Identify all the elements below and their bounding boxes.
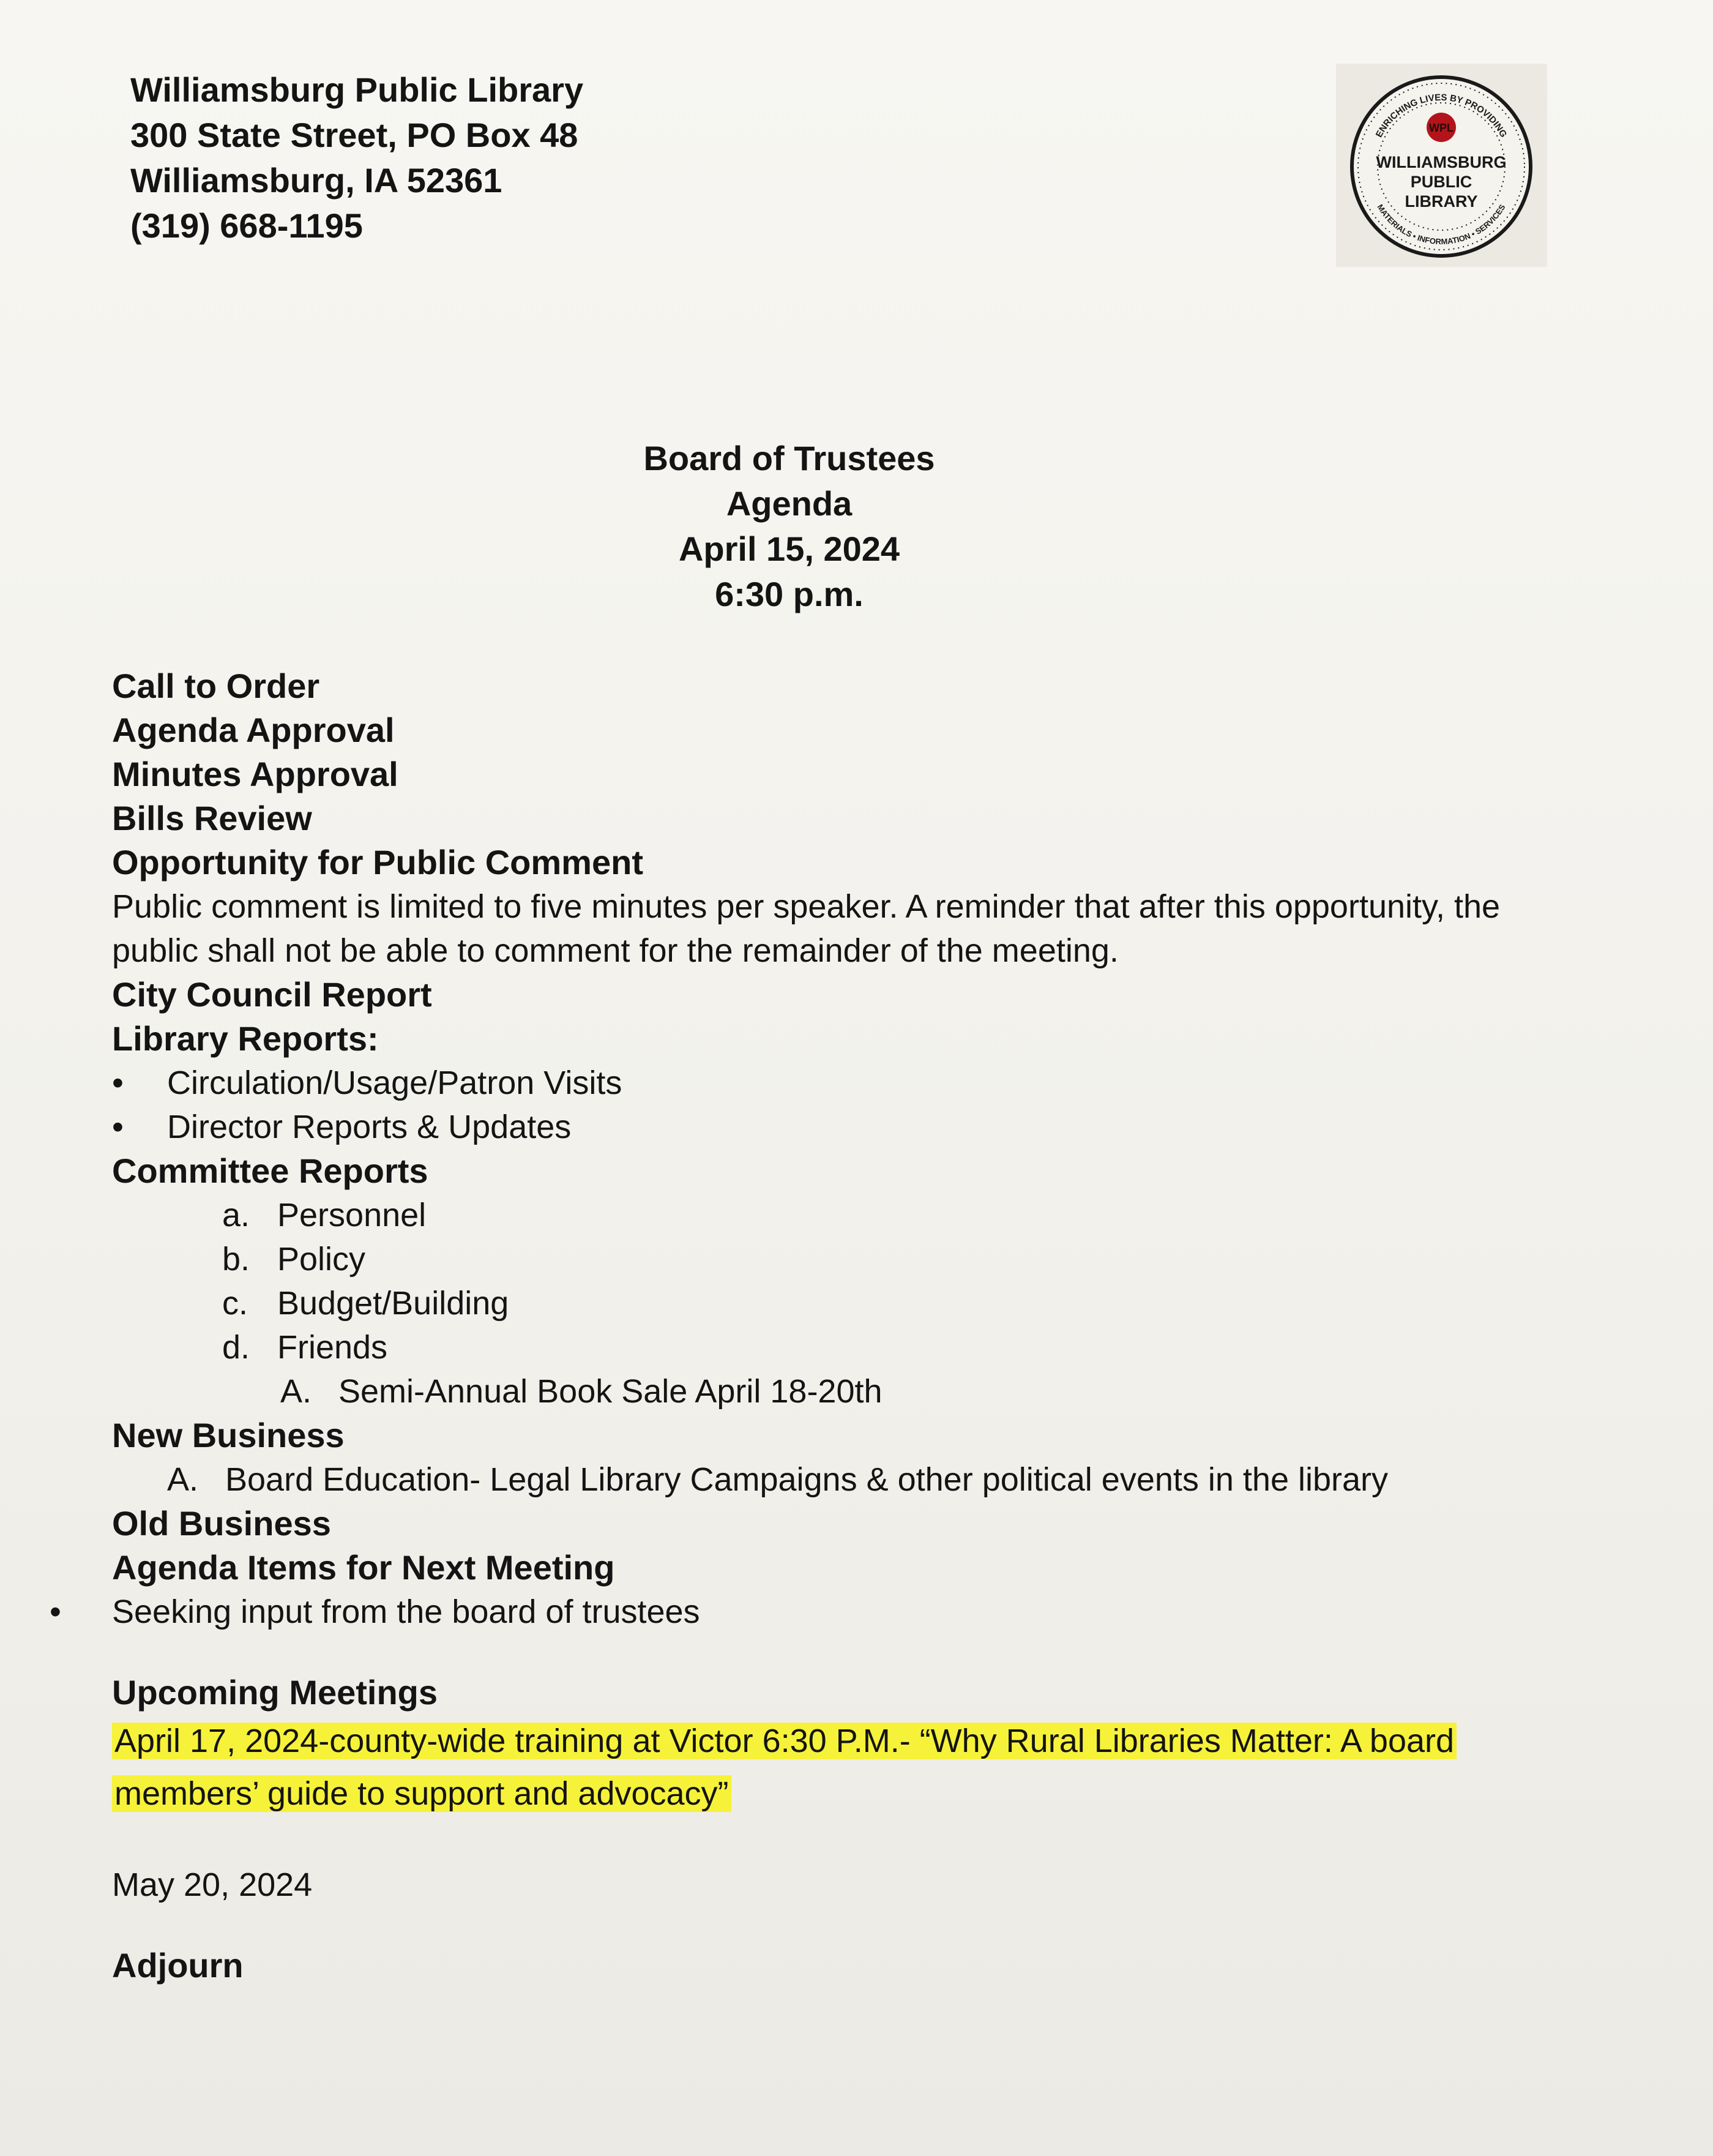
letterhead	[130, 67, 583, 249]
library-street: 300 State Street, PO Box 48	[130, 116, 578, 154]
list-marker: d.	[222, 1329, 250, 1366]
list-item	[112, 1458, 1618, 1502]
list-item	[112, 1193, 1618, 1237]
agenda-title-block	[0, 436, 1713, 617]
list-item	[112, 1061, 1618, 1105]
list-item	[112, 1105, 1618, 1149]
seal-logo-icon	[1336, 64, 1547, 267]
item-bills-review: Bills Review	[112, 799, 312, 837]
title-board-of-trustees: Board of Trustees	[643, 439, 935, 477]
next-meeting-label: Seeking input from the board of trustees	[112, 1593, 700, 1630]
library-report-label: Circulation/Usage/Patron Visits	[167, 1065, 622, 1101]
seal-badge-text: WPL	[1429, 122, 1454, 134]
committee-label: Budget/Building	[277, 1285, 509, 1322]
list-item	[112, 1369, 1618, 1413]
library-seal-logo	[1336, 64, 1547, 267]
list-marker: A.	[280, 1373, 312, 1410]
bullet-icon: •	[50, 1593, 61, 1630]
list-marker: a.	[222, 1197, 250, 1233]
seal-text-line-1: WILLIAMSBURG	[1376, 153, 1507, 171]
next-meeting-date: May 20, 2024	[112, 1866, 313, 1903]
list-item	[112, 1325, 1618, 1369]
public-comment-text: Public comment is limited to five minutes per speaker. A reminder that after this opportunity, the public shall not be able to comment for the remainder of the meeting.	[112, 888, 1501, 969]
highlighted-text: April 17, 2024-county-wide training at Victor 6:30 P.M.- “Why Rural Libraries Matter: A board members’ guide to support and advocacy”	[112, 1723, 1457, 1812]
upcoming-meeting-highlight	[112, 1715, 1593, 1820]
item-new-business-heading: New Business	[112, 1416, 345, 1454]
item-public-comment-heading: Opportunity for Public Comment	[112, 843, 643, 881]
seal-ring-top-text: ENRICHING LIVES BY PROVIDING	[1373, 92, 1509, 140]
list-marker: A.	[167, 1461, 199, 1498]
seal-text-line-2: PUBLIC	[1410, 173, 1472, 191]
library-city: Williamsburg, IA 52361	[130, 161, 502, 200]
bullet-icon: •	[112, 1109, 124, 1145]
new-business-label: Board Education- Legal Library Campaigns & other political events in the library	[225, 1461, 1389, 1498]
item-committee-reports-heading: Committee Reports	[112, 1151, 428, 1190]
bullet-icon: •	[112, 1065, 124, 1101]
item-minutes-approval: Minutes Approval	[112, 755, 398, 793]
list-marker: c.	[222, 1285, 248, 1322]
list-marker: b.	[222, 1241, 250, 1278]
library-report-label: Director Reports & Updates	[167, 1109, 572, 1145]
item-old-business-heading: Old Business	[112, 1504, 331, 1543]
title-date: April 15, 2024	[678, 530, 900, 568]
agenda-body	[50, 664, 1618, 1988]
item-call-to-order: Call to Order	[112, 667, 320, 705]
committee-label: Personnel	[277, 1197, 427, 1233]
item-adjourn: Adjourn	[112, 1946, 244, 1985]
friends-sub-label: Semi-Annual Book Sale April 18-20th	[338, 1373, 883, 1410]
title-agenda: Agenda	[726, 484, 853, 523]
committee-label: Policy	[277, 1241, 366, 1278]
library-phone: (319) 668-1195	[130, 206, 363, 245]
committee-label: Friends	[277, 1329, 388, 1366]
list-item	[112, 1281, 1618, 1325]
library-name: Williamsburg Public Library	[130, 70, 584, 109]
seal-text-line-3: LIBRARY	[1405, 192, 1478, 211]
item-next-meeting-heading: Agenda Items for Next Meeting	[112, 1548, 615, 1587]
item-library-reports-heading: Library Reports:	[112, 1019, 379, 1058]
item-upcoming-meetings-heading: Upcoming Meetings	[112, 1673, 438, 1712]
list-item	[50, 1590, 1618, 1634]
list-item	[112, 1237, 1618, 1281]
title-time: 6:30 p.m.	[715, 575, 864, 613]
seal-ring-bottom-text: MATERIALS • INFORMATION • SERVICES	[1375, 203, 1507, 247]
item-agenda-approval: Agenda Approval	[112, 711, 395, 749]
item-city-council-report: City Council Report	[112, 975, 432, 1014]
